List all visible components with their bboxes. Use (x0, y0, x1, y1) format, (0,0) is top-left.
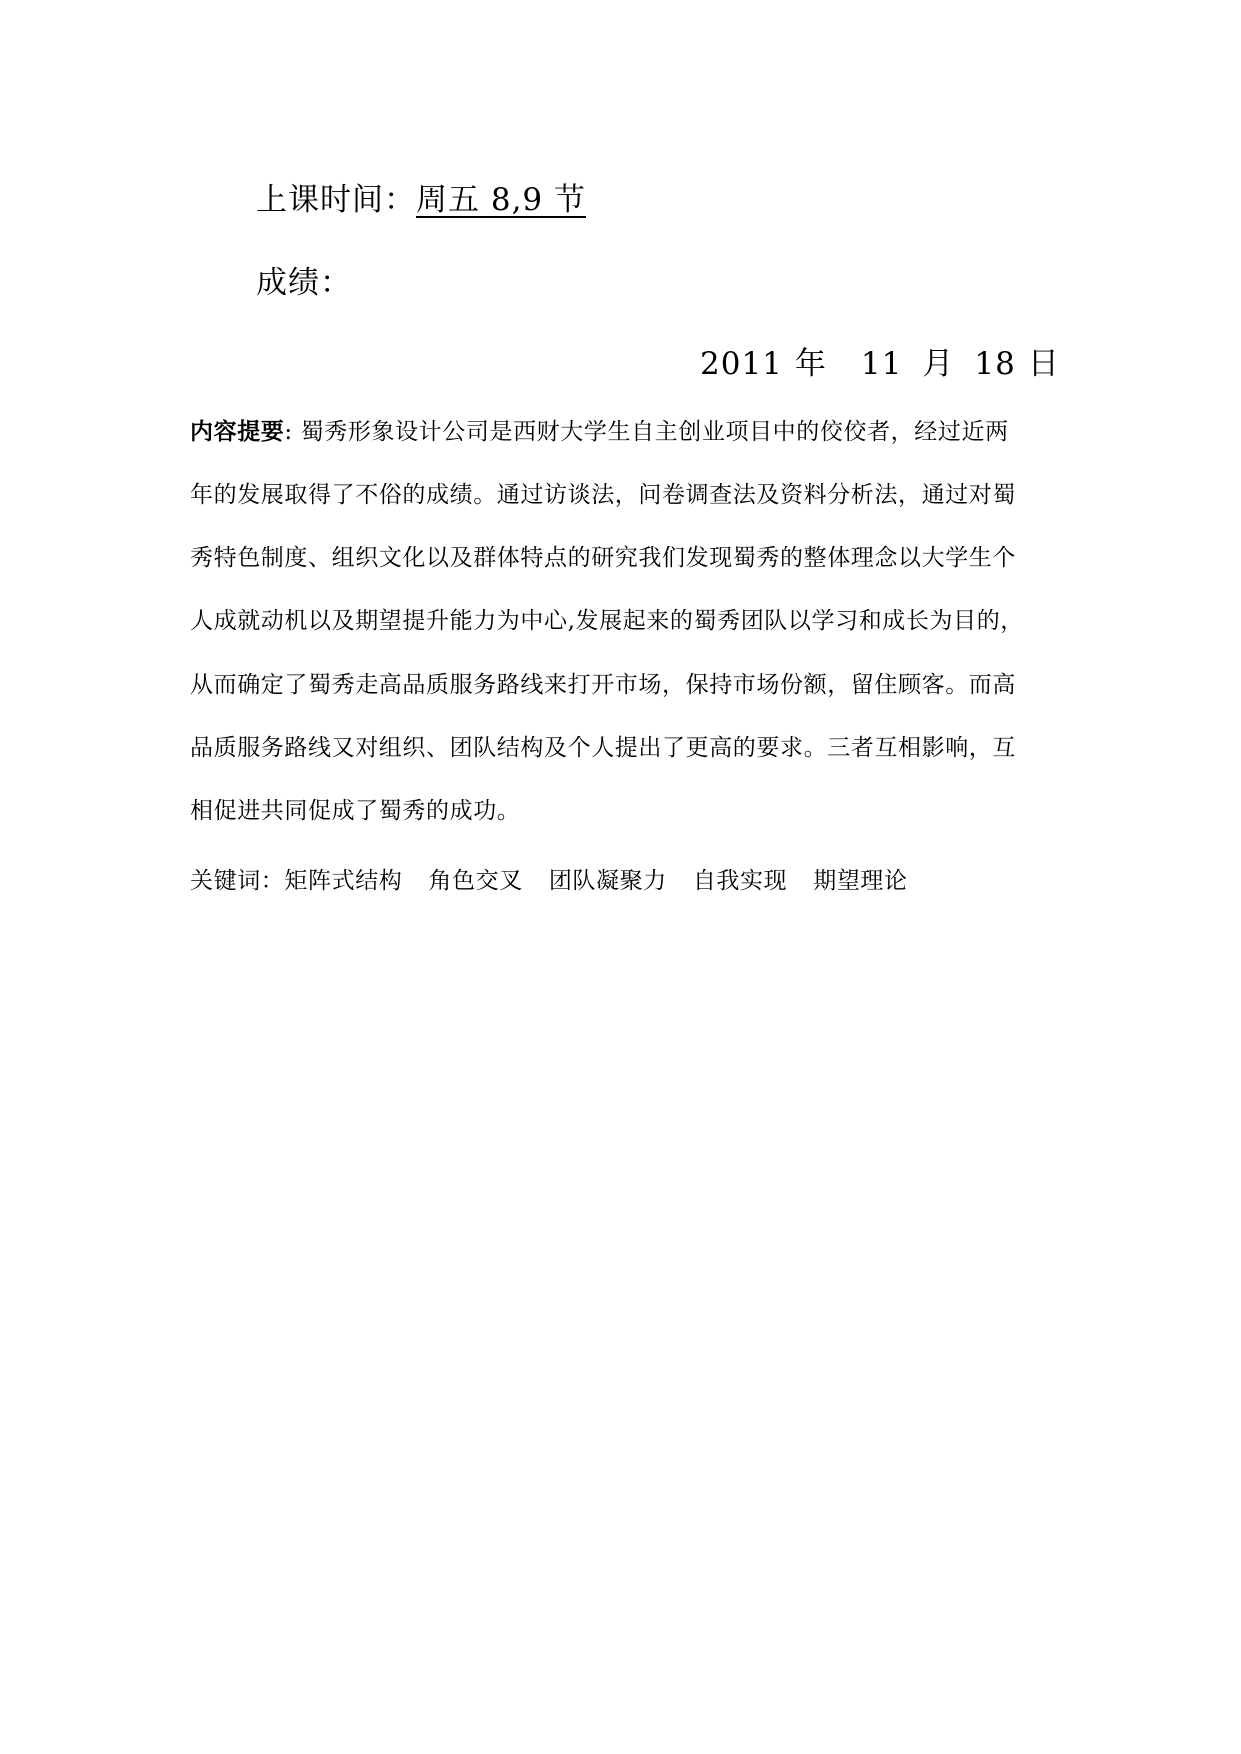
date-line (700, 338, 1060, 383)
keyword: 矩阵式结构 (284, 868, 403, 894)
keywords-label: 关键词： (190, 868, 285, 894)
date-year-unit: 年 (794, 346, 827, 382)
keyword: 自我实现 (692, 868, 788, 894)
keyword: 角色交叉 (428, 868, 523, 894)
keywords-line (190, 862, 908, 895)
abstract-line-3: 秀特色制度、组织文化以及群体特点的研究我们发现蜀秀的整体理念以大学生个 (190, 545, 1016, 571)
abstract-line-6: 品质服务路线又对组织、团队结构及个人提出了更高的要求。三者互相影响，互 (190, 735, 1016, 761)
abstract-line-4: 人成就动机以及期望提升能力为中心,发展起来的蜀秀团队以学习和成长为目的， (190, 608, 1024, 634)
abstract-line-5: 从而确定了蜀秀走高品质服务路线来打开市场，保持市场份额，留住顾客。而高 (190, 672, 1016, 698)
date-month: 11 (860, 346, 903, 382)
abstract-line-1 (190, 413, 1009, 446)
keyword: 期望理论 (813, 868, 908, 894)
date-month-unit: 月 (922, 346, 955, 382)
keyword: 团队凝聚力 (548, 868, 667, 894)
abstract-text: : 蜀秀形象设计公司是西财大学生自主创业项目中的佼佼者，经过近两 (284, 419, 1009, 445)
class-time-line (256, 174, 586, 219)
date-day: 18 (974, 346, 1016, 382)
abstract-line-2: 年的发展取得了不俗的成绩。通过访谈法，问卷调查法及资料分析法，通过对蜀 (190, 482, 1016, 508)
grade-label: 成绩： (256, 265, 352, 301)
date-day-unit: 日 (1027, 346, 1060, 382)
class-time-label: 上课时间： (256, 182, 416, 218)
grade-line (256, 257, 352, 302)
abstract-line-7: 相促进共同促成了蜀秀的成功。 (190, 798, 521, 824)
abstract-label: 内容提要 (190, 418, 285, 445)
class-time-value: 周五 8,9 节 (416, 182, 587, 218)
date-year: 2011 (700, 346, 783, 382)
